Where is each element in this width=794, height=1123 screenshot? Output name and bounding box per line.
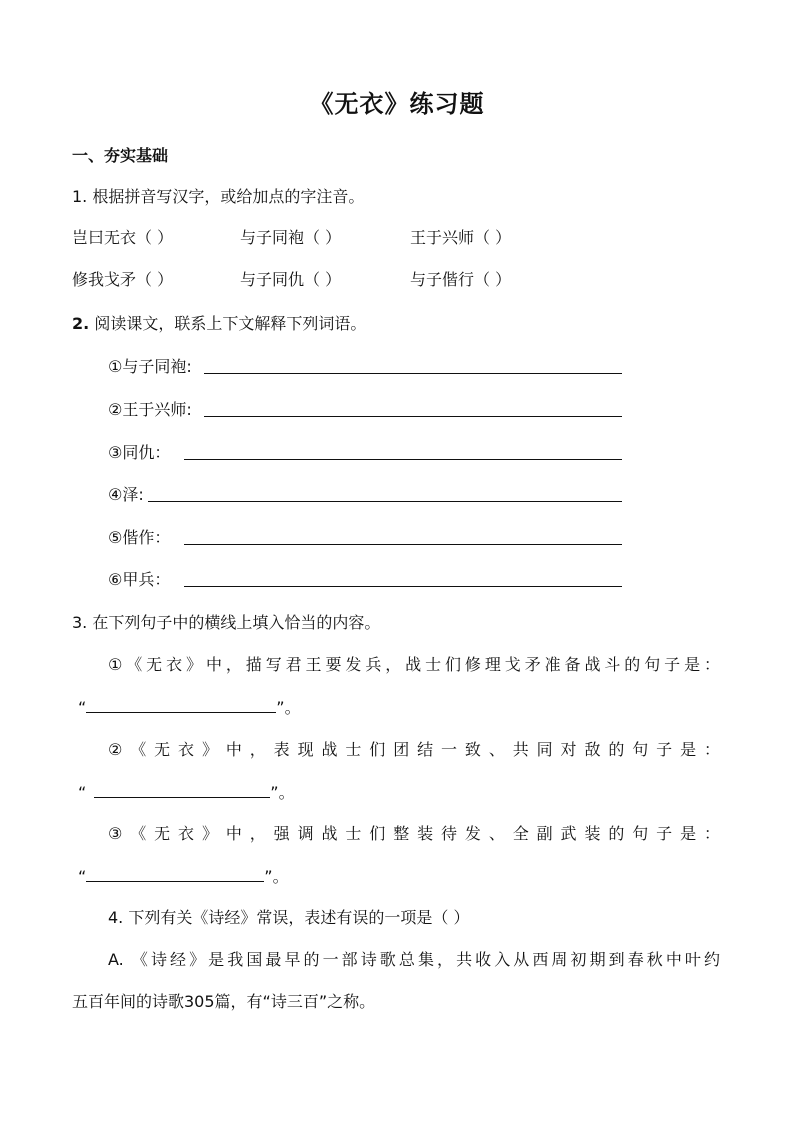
answer-blank[interactable] (94, 780, 270, 798)
answer-line[interactable] (184, 586, 622, 587)
q2-term: ②王于兴师: (108, 400, 192, 419)
q1-item: 王于兴师（ ） (410, 228, 512, 247)
answer-line[interactable] (204, 416, 622, 417)
question-4-label: 4. 下列有关《诗经》常误，表述有误的一项是（ ） (108, 908, 470, 927)
question-2-label (72, 312, 366, 336)
close-quote: ”。 (264, 867, 289, 886)
q3-fill (78, 780, 295, 805)
q3-sentence: ③《无衣》中，强调战士们整装待发、全副武装的句子是： (108, 824, 720, 843)
question-3-label: 3. 在下列句子中的横线上填入恰当的内容。 (72, 613, 381, 632)
open-quote: “ (78, 783, 87, 802)
q2-term: ③同仇： (108, 443, 171, 462)
q1-item: 与子同仇（ ） (240, 270, 342, 289)
question-1-label: 1. 根据拼音写汉字，或给加点的字注音。 (72, 187, 365, 206)
q1-item: 岂曰无衣（ ） (72, 228, 174, 247)
q4-option-a-line-2: 五百年间的诗歌305篇，有“诗三百”之称。 (72, 992, 376, 1011)
q1-item: 与子同袍（ ） (240, 228, 342, 247)
q2-term: ④泽: (108, 485, 144, 504)
q3-sentence: ②《无衣》中，表现战士们团结一致、共同对敌的句子是： (108, 740, 720, 759)
close-quote: ”。 (276, 698, 301, 717)
close-quote: ”。 (270, 783, 295, 802)
q2-term: ①与子同袍: (108, 357, 192, 376)
q2-term: ⑥甲兵： (108, 570, 171, 589)
q3-fill (78, 864, 289, 889)
page-title: 《无衣》练习题 (309, 90, 485, 118)
q1-item: 修我戈矛（ ） (72, 270, 174, 289)
answer-line[interactable] (204, 373, 622, 374)
open-quote: “ (78, 698, 87, 717)
q4-option-a-line-1: A. 《诗经》是我国最早的一部诗歌总集，共收入从西周初期到春秋中叶约 (108, 950, 720, 969)
q3-sentence: ①《无衣》中，描写君王要发兵，战士们修理戈矛准备战斗的句子是： (108, 655, 720, 674)
answer-line[interactable] (148, 501, 622, 502)
answer-line[interactable] (184, 544, 622, 545)
answer-blank[interactable] (86, 695, 276, 713)
open-quote: “ (78, 867, 87, 886)
q3-fill (78, 695, 301, 720)
q2-term: ⑤偕作： (108, 528, 171, 547)
answer-line[interactable] (184, 459, 622, 460)
question-2-number: 2. (72, 314, 90, 333)
q1-item: 与子偕行（ ） (410, 270, 512, 289)
answer-blank[interactable] (86, 864, 264, 882)
question-2-text: 阅读课文，联系上下文解释下列词语。 (94, 314, 367, 333)
section-heading: 一、夯实基础 (72, 146, 169, 165)
